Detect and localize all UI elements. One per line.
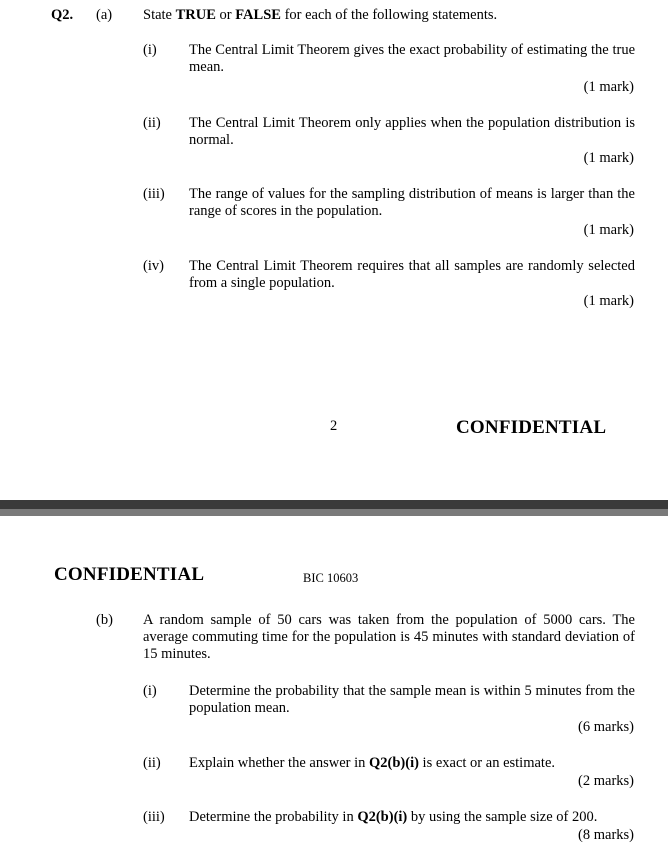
part-b-item-marks: (8 marks) [578,827,634,843]
part-a-item-text: The Central Limit Theorem requires that all samples are randomly selected from a single population. [189,258,635,291]
part-b-intro: A random sample of 50 cars was taken from the population of 5000 cars. The average commuting time for the population is 45 minutes with standard deviation of 15 minutes. [143,612,635,662]
part-a-item-marks: (1 mark) [583,150,634,166]
part-a-item-marks: (1 mark) [583,222,634,238]
part-b-item-marks: (2 marks) [578,773,634,789]
part-b-label: (b) [96,612,113,628]
part-b-item-num: (iii) [143,809,165,825]
part-a-item-marks: (1 mark) [583,79,634,95]
page-divider [0,500,668,509]
part-a-instruction: State TRUE or FALSE for each of the following statements. [143,7,498,23]
part-a-item-num: (iv) [143,258,164,274]
part-a-item-text: The Central Limit Theorem only applies when the population distribution is normal. [189,115,635,148]
part-a-label: (a) [96,7,113,23]
part-a-item-text: The range of values for the sampling distribution of means is larger than the range of scores in the population. [189,186,635,219]
part-a-item-marks: (1 mark) [583,293,634,309]
part-b-item-text: Determine the probability in Q2(b)(i) by using the sample size of 200. [189,809,598,825]
part-b-item-marks: (6 marks) [578,719,634,735]
part-b-item-num: (i) [143,683,157,699]
part-b-item-text: Explain whether the answer in Q2(b)(i) is exact or an estimate. [189,755,556,771]
page-divider-shadow [0,509,668,516]
part-a-item-num: (i) [143,42,157,58]
part-b-item-num: (ii) [143,755,161,771]
part-b-item-text: Determine the probability that the sample mean is within 5 minutes from the population mean. [189,683,635,716]
header-confidential: CONFIDENTIAL [54,564,205,585]
part-a-item-text: The Central Limit Theorem gives the exact probability of estimating the true mean. [189,42,635,75]
footer-confidential: CONFIDENTIAL [456,417,607,438]
part-a-item-num: (iii) [143,186,165,202]
part-a-item-num: (ii) [143,115,161,131]
page-number: 2 [330,418,338,434]
course-code: BIC 10603 [303,571,359,585]
question-number: Q2. [51,7,74,23]
